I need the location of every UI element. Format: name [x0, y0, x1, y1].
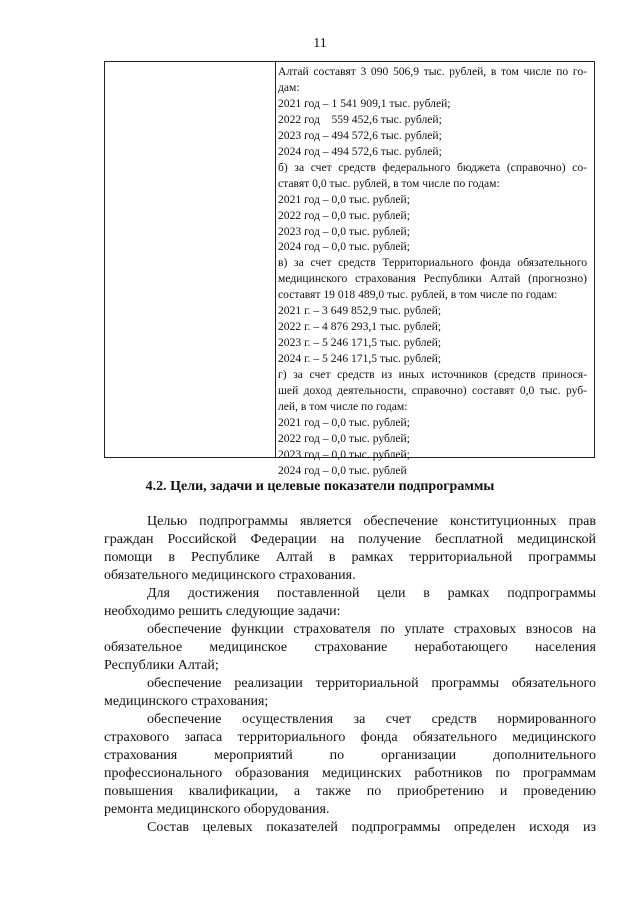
table-right-cell: [278, 64, 587, 479]
table-line: составят 19 018 489,0 тыс. рублей, в том числе по годам:: [278, 288, 558, 302]
paragraph-line: Состав целевых показателей подпрограммы определен исходя из: [147, 820, 596, 835]
paragraph-line: ремонта медицинского оборудования.: [104, 802, 330, 817]
paragraph-line: страхового запаса территориального фонда обязательного медицинского: [104, 730, 596, 745]
table-line: Алтай составят 3 090 506,9 тыс. рублей, в том числе по го-: [278, 65, 587, 78]
table-line: 2024 г. – 5 246 171,5 тыс. рублей;: [278, 352, 442, 366]
table-line: дам:: [278, 80, 300, 94]
page-number: 11: [313, 36, 327, 51]
table-line: шей доход деятельности, справочно) составят 0,0 тыс. руб-: [278, 384, 587, 398]
body-text: [104, 513, 596, 837]
table-line: 2021 год – 1 541 909,1 тыс. рублей;: [278, 96, 451, 110]
paragraph-line: Республики Алтай;: [104, 658, 219, 673]
paragraph-line: страхования мероприятий по организации дополнительного: [104, 748, 596, 763]
table-line: 2022 год 559 452,6 тыс. рублей;: [278, 112, 442, 126]
table-line: г) за счет средств из иных источников (средств принося-: [278, 368, 587, 382]
table-line: 2021 год – 0,0 тыс. рублей;: [278, 415, 410, 429]
paragraph-line: граждан Российской Федерации на получение бесплатной медицинской: [104, 532, 596, 547]
paragraph-line: обеспечение осуществления за счет средств нормированного: [147, 712, 596, 727]
paragraph-line: обязательное медицинское страхование неработающего населения: [104, 640, 596, 655]
paragraph-line: медицинского страхования;: [104, 694, 269, 709]
table-line: 2023 г. – 5 246 171,5 тыс. рублей;: [278, 336, 442, 350]
table-left-cell: [105, 62, 276, 457]
paragraph-line: Для достижения поставленной цели в рамках подпрограммы: [147, 586, 596, 601]
paragraph-line: обеспечение реализации территориальной программы обязательного: [147, 676, 596, 691]
table-line: 2024 год – 0,0 тыс. рублей: [278, 463, 407, 477]
paragraph-line: помощи в Республике Алтай в рамках территориальной программы: [104, 550, 596, 565]
paragraph-line: необходимо решить следующие задачи:: [104, 604, 341, 619]
table-line: 2024 год – 0,0 тыс. рублей;: [278, 240, 410, 254]
funding-table: [104, 61, 595, 477]
table-line: 2023 год – 0,0 тыс. рублей;: [278, 447, 410, 461]
table-line: 2022 год – 0,0 тыс. рублей;: [278, 208, 410, 222]
table-line: ставят 0,0 тыс. рублей, в том числе по годам:: [278, 176, 500, 190]
paragraph-line: повышения квалификации, а также по приобретению и проведению: [104, 784, 596, 799]
table-line: 2022 г. – 4 876 293,1 тыс. рублей;: [278, 320, 442, 334]
table-line: 2024 год – 494 572,6 тыс. рублей;: [278, 144, 442, 158]
paragraph-line: Целью подпрограммы является обеспечение конституционных прав: [147, 514, 596, 529]
table-line: лей, в том числе по годам:: [278, 400, 408, 414]
table-line: 2023 год – 494 572,6 тыс. рублей;: [278, 128, 442, 142]
table-line: 2023 год – 0,0 тыс. рублей;: [278, 224, 410, 238]
paragraph-line: обязательного медицинского страхования.: [104, 568, 356, 583]
table-line: в) за счет средств Территориального фонда обязательного: [278, 256, 587, 270]
paragraph-line: профессионального образования медицинских работников по программам: [104, 766, 596, 781]
table-line: 2021 год – 0,0 тыс. рублей;: [278, 192, 410, 206]
table-line: 2022 год – 0,0 тыс. рублей;: [278, 431, 410, 445]
table-line: б) за счет средств федерального бюджета (справочно) со-: [278, 160, 587, 174]
table-line: медицинского страхования Республики Алтай (прогнозно): [278, 272, 587, 286]
table-line: 2021 г. – 3 649 852,9 тыс. рублей;: [278, 304, 442, 318]
section-heading: 4.2. Цели, задачи и целевые показатели подпрограммы: [145, 479, 495, 494]
paragraph-line: обеспечение функции страхователя по уплате страховых взносов на: [147, 622, 596, 637]
